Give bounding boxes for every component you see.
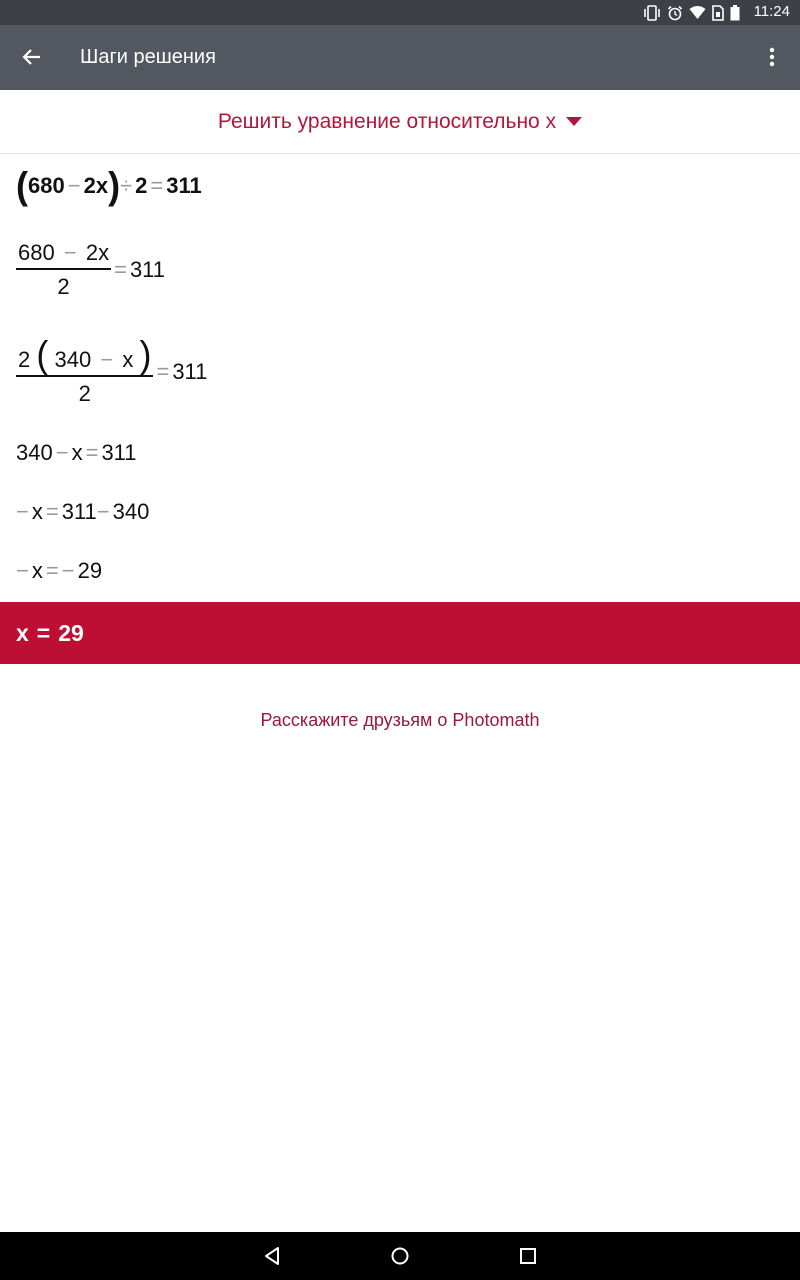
arrow-back-icon — [22, 47, 42, 67]
term: 680 — [18, 240, 55, 265]
share-link[interactable]: Расскажите друзьям о Photomath — [260, 710, 540, 730]
numerator — [16, 240, 111, 270]
term: x — [71, 440, 83, 465]
result-value: 29 — [58, 619, 84, 646]
term: x — [31, 558, 43, 583]
operator: − — [16, 558, 29, 583]
step-2[interactable] — [16, 240, 165, 300]
operator: − — [61, 558, 75, 583]
sim-icon — [712, 5, 724, 21]
term: 2 — [18, 347, 31, 372]
page-title: Шаги решения — [80, 46, 216, 68]
open-paren: ( — [16, 163, 28, 207]
operator: − — [67, 173, 81, 198]
denominator: 2 — [78, 381, 91, 406]
denominator: 2 — [57, 274, 70, 299]
operator: − — [96, 499, 110, 524]
method-selector[interactable] — [0, 90, 800, 154]
term: x — [122, 347, 134, 372]
nav-recents-icon — [519, 1247, 537, 1265]
operator: − — [16, 499, 29, 524]
status-bar — [0, 0, 800, 25]
operator: ÷ — [120, 173, 133, 198]
term: 311 — [101, 440, 137, 465]
overflow-menu-button[interactable] — [760, 41, 784, 73]
nav-home-icon — [390, 1246, 410, 1266]
nav-back-icon — [262, 1246, 282, 1266]
nav-home-button[interactable] — [384, 1240, 416, 1272]
term: 340 — [54, 347, 92, 372]
more-vert-icon — [769, 47, 775, 67]
term: 311 — [61, 499, 97, 524]
numerator — [16, 332, 153, 377]
operator: − — [63, 240, 77, 265]
term: 340 — [16, 440, 53, 465]
operator: − — [100, 347, 114, 372]
step-6[interactable] — [16, 558, 102, 584]
operator: − — [55, 440, 69, 465]
app-bar — [0, 25, 800, 90]
method-label: Решить уравнение относительно x — [217, 109, 557, 133]
term: 29 — [77, 558, 103, 583]
battery-icon — [730, 5, 740, 21]
term: 2x — [85, 240, 110, 265]
operator: = — [45, 558, 59, 583]
status-icons — [643, 4, 740, 21]
close-paren: ) — [108, 163, 121, 207]
operator: = — [85, 440, 99, 465]
term: 311 — [172, 359, 208, 384]
navigation-bar — [0, 1232, 800, 1280]
term: 680 — [28, 173, 65, 198]
operator: = — [150, 173, 164, 198]
alarm-icon — [667, 5, 683, 21]
operator: = — [156, 359, 170, 384]
fraction — [16, 240, 111, 300]
close-paren: ) — [139, 332, 152, 376]
vibrate-icon — [643, 5, 661, 21]
step-5[interactable] — [16, 499, 149, 525]
open-paren: ( — [36, 332, 49, 376]
step-3[interactable] — [16, 332, 208, 407]
status-time: 11:24 — [753, 3, 790, 20]
step-1[interactable] — [16, 163, 202, 207]
step-4[interactable] — [16, 440, 137, 466]
term: 340 — [112, 499, 150, 524]
result-bar — [0, 602, 800, 664]
term: 2 — [135, 173, 148, 198]
nav-recents-button[interactable] — [512, 1240, 544, 1272]
operator: = — [45, 499, 59, 524]
result-variable: x — [16, 619, 29, 646]
term: 311 — [166, 173, 202, 198]
term: x — [31, 499, 43, 524]
term: 311 — [129, 257, 166, 282]
operator: = — [114, 257, 127, 282]
back-button[interactable] — [16, 41, 48, 73]
result-equals: = — [36, 619, 51, 646]
wifi-icon — [689, 5, 706, 20]
nav-back-button[interactable] — [256, 1240, 288, 1272]
fraction — [16, 332, 153, 407]
term: 2x — [83, 173, 109, 198]
caret-down-icon — [566, 117, 582, 126]
